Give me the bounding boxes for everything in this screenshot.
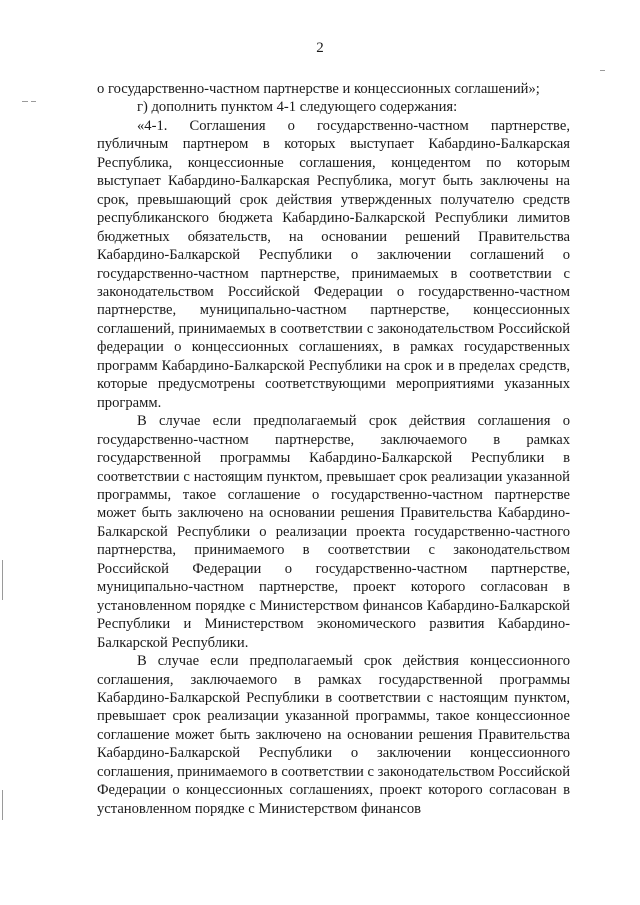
- document-body: [97, 80, 570, 818]
- paragraph-concession-term: В случае если предполагаемый срок действия концессионного соглашения, заключаемого в рамках государственной программы Кабардино-Балкарской Республики в соответствии с настоящим пунктом, превышает срок реализации указанной программы, такое концессионное соглашение может быть заключено на основании решения Правительства Кабардино-Балкарской Республики о заключении концессионного соглашения, принимаемого в соответствии с законодательством Российской Федерации о концессионных соглашениях, проект которого согласован в установленном порядке с Министерством финансов: [97, 653, 570, 817]
- paragraph-clause-4-1: «4-1. Соглашения о государственно-частном партнерстве, публичным партнером в которых выступает Кабардино-Балкарская Республика, концессионные соглашения, концедентом по которым выступает Кабардино-Балкарская Республика, могут быть заключены на срок, превышающий срок действия утвержденных получателю средств республиканского бюджета Кабардино-Балкарской Республики лимитов бюджетных обязательств, на основании решений Правительства Кабардино-Балкарской Республики о заключении соглашений о государственно-частном партнерстве, принимаемых в соответствии с законодательством Российской Федерации о государственно-частном партнерстве, муниципально-частном партнерстве, концессионных соглашений, принимаемых в соответствии с законодательством Российской федерации о концессионных соглашениях, в рамках государственных программ Кабардино-Балкарской Республики на срок и в пределах средств, которые предусмотрены соответствующими мероприятиями указанных программ.: [97, 117, 570, 411]
- paragraph-ppp-term: В случае если предполагаемый срок действия соглашения о государственно-частном партнерстве, заключаемого в рамках государственной программы Кабардино-Балкарской Республики в соответствии с настоящим пунктом, превышает срок реализации указанной программы, такое соглашение о государственно-частном партнерстве может быть заключено на основании решения Правительства Кабардино-Балкарской Республики о реализации проекта государственно-частного партнерства, принимаемого в соответствии с законодательством Российской Федерации о государственно-частном партнерстве, муниципально-частном партнерстве, проект которого согласован в установленном порядке с Министерством финансов Кабардино-Балкарской Республики и Министерством экономического развития Кабардино-Балкарской Республики.: [97, 413, 570, 651]
- scan-mark: [2, 560, 3, 600]
- page-number: 2: [316, 40, 324, 56]
- paragraph-item-g: г) дополнить пунктом 4-1 следующего содержания:: [137, 99, 458, 116]
- scan-mark: [31, 101, 36, 102]
- paragraph-continuation: о государственно-частном партнерстве и концессионных соглашений»;: [97, 81, 540, 97]
- scan-mark: [2, 790, 3, 820]
- scan-mark: [22, 101, 28, 102]
- scan-mark: [600, 70, 605, 71]
